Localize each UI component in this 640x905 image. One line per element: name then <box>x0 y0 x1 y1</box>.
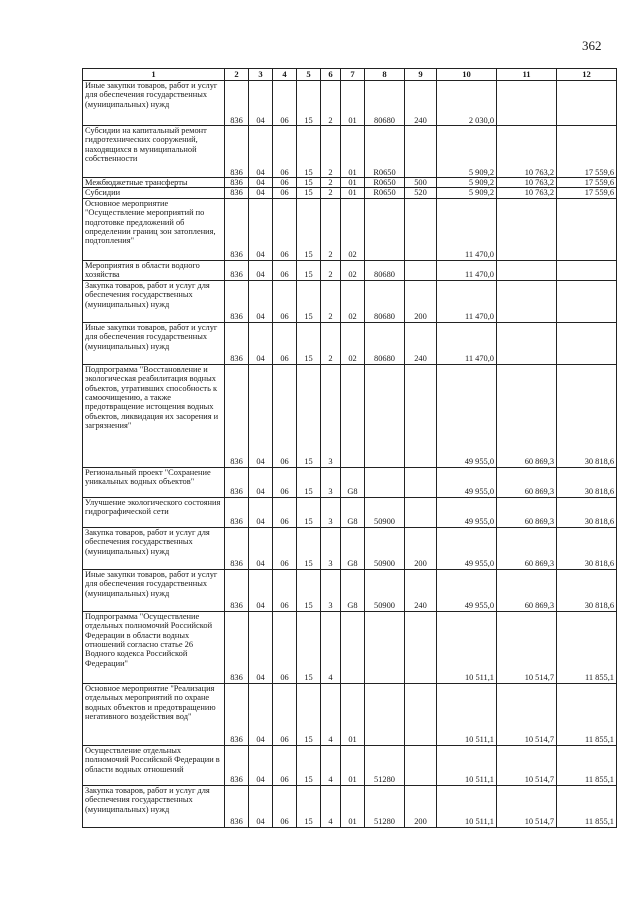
code-cell: 836 <box>225 280 249 322</box>
amount-cell: 49 955,0 <box>437 497 497 527</box>
code-cell: 01 <box>341 81 365 126</box>
amount-cell: 17 559,6 <box>557 126 617 178</box>
row-name-cell: Закупка товаров, работ и услуг для обеспечения государственных (муниципальных) нужд <box>83 527 225 569</box>
code-cell: 3 <box>321 569 341 611</box>
amount-cell: 11 470,0 <box>437 260 497 280</box>
code-cell: 836 <box>225 188 249 198</box>
code-cell: 520 <box>405 188 437 198</box>
code-cell: 51280 <box>365 745 405 785</box>
code-cell <box>405 497 437 527</box>
code-cell: 15 <box>297 260 321 280</box>
code-cell <box>365 198 405 260</box>
code-cell: 06 <box>273 280 297 322</box>
column-header: 6 <box>321 69 341 81</box>
amount-cell <box>557 260 617 280</box>
amount-cell: 49 955,0 <box>437 569 497 611</box>
code-cell: 4 <box>321 683 341 745</box>
table-row <box>83 280 617 322</box>
code-cell: 200 <box>405 527 437 569</box>
code-cell <box>341 364 365 467</box>
code-cell: 2 <box>321 280 341 322</box>
table-row <box>83 364 617 467</box>
row-name-cell: Региональный проект "Сохранение уникальных водных объектов" <box>83 467 225 497</box>
row-name-cell: Подпрограмма "Осуществление отдельных полномочий Российской Федерации в области водных отношений согласно статье 26 Водного кодекса Российской Федерации" <box>83 611 225 683</box>
amount-cell: 2 030,0 <box>437 81 497 126</box>
amount-cell: 11 470,0 <box>437 280 497 322</box>
row-name-cell: Иные закупки товаров, работ и услуг для обеспечения государственных (муниципальных) нужд <box>83 81 225 126</box>
page-number: 362 <box>582 38 602 53</box>
code-cell: 80680 <box>365 280 405 322</box>
code-cell: 15 <box>297 280 321 322</box>
amount-cell: 10 514,7 <box>497 611 557 683</box>
code-cell: 04 <box>249 785 273 827</box>
code-cell: 836 <box>225 497 249 527</box>
table-row <box>83 467 617 497</box>
column-header: 1 <box>83 69 225 81</box>
code-cell: 836 <box>225 785 249 827</box>
code-cell <box>365 467 405 497</box>
amount-cell: 30 818,6 <box>557 497 617 527</box>
code-cell <box>341 611 365 683</box>
code-cell: 15 <box>297 126 321 178</box>
code-cell: 500 <box>405 178 437 188</box>
amount-cell: 11 855,1 <box>557 683 617 745</box>
amount-cell: 30 818,6 <box>557 527 617 569</box>
table-row <box>83 81 617 126</box>
code-cell: 4 <box>321 745 341 785</box>
amount-cell: 5 909,2 <box>437 126 497 178</box>
amount-cell: 60 869,3 <box>497 364 557 467</box>
code-cell: 4 <box>321 785 341 827</box>
code-cell: 80680 <box>365 81 405 126</box>
amount-cell: 49 955,0 <box>437 527 497 569</box>
column-header: 4 <box>273 69 297 81</box>
code-cell: 836 <box>225 322 249 364</box>
code-cell: 240 <box>405 569 437 611</box>
code-cell: 04 <box>249 467 273 497</box>
amount-cell: 30 818,6 <box>557 364 617 467</box>
code-cell: 3 <box>321 497 341 527</box>
amount-cell: 17 559,6 <box>557 178 617 188</box>
code-cell: 04 <box>249 569 273 611</box>
row-name-cell: Мероприятия в области водного хозяйства <box>83 260 225 280</box>
code-cell: 2 <box>321 260 341 280</box>
code-cell: 04 <box>249 81 273 126</box>
code-cell: 15 <box>297 364 321 467</box>
column-header: 12 <box>557 69 617 81</box>
code-cell: 04 <box>249 683 273 745</box>
amount-cell: 49 955,0 <box>437 467 497 497</box>
code-cell: 836 <box>225 683 249 745</box>
code-cell: G8 <box>341 527 365 569</box>
code-cell: 04 <box>249 178 273 188</box>
code-cell: 836 <box>225 745 249 785</box>
code-cell <box>405 260 437 280</box>
amount-cell: 5 909,2 <box>437 178 497 188</box>
row-name-cell: Межбюджетные трансферты <box>83 178 225 188</box>
column-header: 9 <box>405 69 437 81</box>
code-cell: 06 <box>273 198 297 260</box>
code-cell: 06 <box>273 260 297 280</box>
code-cell: 02 <box>341 280 365 322</box>
code-cell: 15 <box>297 178 321 188</box>
amount-cell: 49 955,0 <box>437 364 497 467</box>
code-cell: 3 <box>321 364 341 467</box>
amount-cell: 5 909,2 <box>437 188 497 198</box>
code-cell <box>405 198 437 260</box>
amount-cell <box>497 322 557 364</box>
amount-cell: 10 514,7 <box>497 745 557 785</box>
code-cell: 06 <box>273 569 297 611</box>
code-cell: 836 <box>225 198 249 260</box>
row-name-cell: Осуществление отдельных полномочий Российской Федерации в области водных отношений <box>83 745 225 785</box>
code-cell: 06 <box>273 527 297 569</box>
code-cell: 06 <box>273 188 297 198</box>
code-cell: 04 <box>249 280 273 322</box>
code-cell: R0650 <box>365 188 405 198</box>
code-cell: 15 <box>297 81 321 126</box>
column-header: 7 <box>341 69 365 81</box>
row-name-cell: Закупка товаров, работ и услуг для обеспечения государственных (муниципальных) нужд <box>83 280 225 322</box>
code-cell: 04 <box>249 322 273 364</box>
code-cell: 01 <box>341 188 365 198</box>
code-cell: 2 <box>321 178 341 188</box>
code-cell: 02 <box>341 198 365 260</box>
code-cell: 200 <box>405 785 437 827</box>
code-cell: 04 <box>249 611 273 683</box>
amount-cell: 11 855,1 <box>557 785 617 827</box>
code-cell <box>405 126 437 178</box>
row-name-cell: Основное мероприятие "Осуществление мероприятий по подготовке предложений об определении границ зон затопления, подтопления" <box>83 198 225 260</box>
code-cell: 06 <box>273 126 297 178</box>
code-cell: 836 <box>225 126 249 178</box>
code-cell: 01 <box>341 683 365 745</box>
code-cell: 04 <box>249 188 273 198</box>
code-cell: 15 <box>297 527 321 569</box>
code-cell: 15 <box>297 322 321 364</box>
code-cell: 06 <box>273 745 297 785</box>
code-cell: 06 <box>273 785 297 827</box>
code-cell: 836 <box>225 81 249 126</box>
code-cell: 06 <box>273 364 297 467</box>
code-cell: 836 <box>225 260 249 280</box>
code-cell: 06 <box>273 611 297 683</box>
row-name-cell: Иные закупки товаров, работ и услуг для обеспечения государственных (муниципальных) нужд <box>83 322 225 364</box>
code-cell: 2 <box>321 126 341 178</box>
code-cell: 2 <box>321 198 341 260</box>
code-cell: 15 <box>297 198 321 260</box>
code-cell: 200 <box>405 280 437 322</box>
code-cell: 50900 <box>365 569 405 611</box>
code-cell: 04 <box>249 497 273 527</box>
code-cell: 4 <box>321 611 341 683</box>
column-header: 11 <box>497 69 557 81</box>
row-name-cell: Закупка товаров, работ и услуг для обеспечения государственных (муниципальных) нужд <box>83 785 225 827</box>
table-row <box>83 569 617 611</box>
amount-cell: 60 869,3 <box>497 569 557 611</box>
table-row <box>83 497 617 527</box>
amount-cell: 10 763,2 <box>497 188 557 198</box>
code-cell: 04 <box>249 527 273 569</box>
code-cell: 3 <box>321 527 341 569</box>
table-row <box>83 785 617 827</box>
code-cell: 3 <box>321 467 341 497</box>
code-cell <box>405 683 437 745</box>
code-cell: 836 <box>225 364 249 467</box>
code-cell: 50900 <box>365 527 405 569</box>
amount-cell <box>497 260 557 280</box>
amount-cell: 10 511,1 <box>437 683 497 745</box>
code-cell: R0650 <box>365 178 405 188</box>
amount-cell: 10 511,1 <box>437 745 497 785</box>
table-row <box>83 527 617 569</box>
amount-cell: 11 855,1 <box>557 611 617 683</box>
code-cell <box>365 683 405 745</box>
code-cell: 06 <box>273 497 297 527</box>
amount-cell: 60 869,3 <box>497 527 557 569</box>
row-name-cell: Иные закупки товаров, работ и услуг для обеспечения государственных (муниципальных) нужд <box>83 569 225 611</box>
code-cell: 80680 <box>365 260 405 280</box>
code-cell <box>365 364 405 467</box>
row-name-cell: Субсидии на капитальный ремонт гидротехнических сооружений, находящихся в муниципальной собственности <box>83 126 225 178</box>
amount-cell: 10 511,1 <box>437 611 497 683</box>
amount-cell <box>557 280 617 322</box>
column-header: 5 <box>297 69 321 81</box>
code-cell: 01 <box>341 745 365 785</box>
code-cell: 04 <box>249 364 273 467</box>
code-cell: 240 <box>405 322 437 364</box>
code-cell <box>405 364 437 467</box>
amount-cell <box>497 198 557 260</box>
table-header-row <box>83 69 617 81</box>
amount-cell <box>497 81 557 126</box>
amount-cell: 11 470,0 <box>437 198 497 260</box>
code-cell: 02 <box>341 322 365 364</box>
code-cell <box>365 611 405 683</box>
table-row <box>83 745 617 785</box>
amount-cell <box>557 322 617 364</box>
code-cell: 836 <box>225 527 249 569</box>
table-row <box>83 611 617 683</box>
code-cell <box>405 611 437 683</box>
amount-cell <box>497 280 557 322</box>
code-cell: 04 <box>249 745 273 785</box>
code-cell: 15 <box>297 497 321 527</box>
code-cell: 15 <box>297 611 321 683</box>
column-header: 3 <box>249 69 273 81</box>
code-cell: 06 <box>273 322 297 364</box>
table-row <box>83 126 617 178</box>
table-row <box>83 198 617 260</box>
amount-cell: 11 855,1 <box>557 745 617 785</box>
code-cell: 06 <box>273 683 297 745</box>
code-cell: 15 <box>297 683 321 745</box>
amount-cell: 30 818,6 <box>557 467 617 497</box>
code-cell: G8 <box>341 497 365 527</box>
code-cell: 04 <box>249 198 273 260</box>
budget-table <box>82 68 617 828</box>
row-name-cell: Улучшение экологического состояния гидрографической сети <box>83 497 225 527</box>
code-cell: G8 <box>341 569 365 611</box>
column-header: 8 <box>365 69 405 81</box>
amount-cell: 60 869,3 <box>497 497 557 527</box>
row-name-cell: Подпрограмма "Восстановление и экологическая реабилитация водных объектов, утративших способность к самоочищению, а также предотвращение истощения водных объектов, ликвидация их засорения и загрязнения" <box>83 364 225 467</box>
code-cell: 01 <box>341 126 365 178</box>
amount-cell <box>557 198 617 260</box>
code-cell: 836 <box>225 178 249 188</box>
code-cell: 06 <box>273 178 297 188</box>
code-cell: 2 <box>321 322 341 364</box>
code-cell: 80680 <box>365 322 405 364</box>
code-cell: R0650 <box>365 126 405 178</box>
code-cell: 240 <box>405 81 437 126</box>
code-cell: 01 <box>341 785 365 827</box>
amount-cell: 17 559,6 <box>557 188 617 198</box>
column-header: 2 <box>225 69 249 81</box>
code-cell: 02 <box>341 260 365 280</box>
table-row <box>83 188 617 198</box>
amount-cell: 10 763,2 <box>497 126 557 178</box>
code-cell: 15 <box>297 745 321 785</box>
code-cell: 15 <box>297 785 321 827</box>
code-cell: 836 <box>225 467 249 497</box>
code-cell: 50900 <box>365 497 405 527</box>
code-cell: 836 <box>225 611 249 683</box>
code-cell: 15 <box>297 188 321 198</box>
code-cell: 06 <box>273 81 297 126</box>
amount-cell: 10 511,1 <box>437 785 497 827</box>
amount-cell: 11 470,0 <box>437 322 497 364</box>
table-row <box>83 260 617 280</box>
table-row <box>83 322 617 364</box>
amount-cell: 60 869,3 <box>497 467 557 497</box>
row-name-cell: Основное мероприятие "Реализация отдельных мероприятий по охране водных объектов и предотвращению негативного воздействия вод" <box>83 683 225 745</box>
code-cell: 15 <box>297 569 321 611</box>
code-cell: 51280 <box>365 785 405 827</box>
amount-cell: 10 514,7 <box>497 785 557 827</box>
code-cell: 836 <box>225 569 249 611</box>
code-cell: 01 <box>341 178 365 188</box>
amount-cell: 30 818,6 <box>557 569 617 611</box>
table-row <box>83 683 617 745</box>
code-cell: 06 <box>273 467 297 497</box>
code-cell: 2 <box>321 188 341 198</box>
column-header: 10 <box>437 69 497 81</box>
code-cell: G8 <box>341 467 365 497</box>
code-cell: 04 <box>249 260 273 280</box>
amount-cell: 10 763,2 <box>497 178 557 188</box>
code-cell: 2 <box>321 81 341 126</box>
amount-cell: 10 514,7 <box>497 683 557 745</box>
code-cell: 15 <box>297 467 321 497</box>
code-cell <box>405 745 437 785</box>
amount-cell <box>557 81 617 126</box>
code-cell: 04 <box>249 126 273 178</box>
code-cell <box>405 467 437 497</box>
table-row <box>83 178 617 188</box>
row-name-cell: Субсидии <box>83 188 225 198</box>
